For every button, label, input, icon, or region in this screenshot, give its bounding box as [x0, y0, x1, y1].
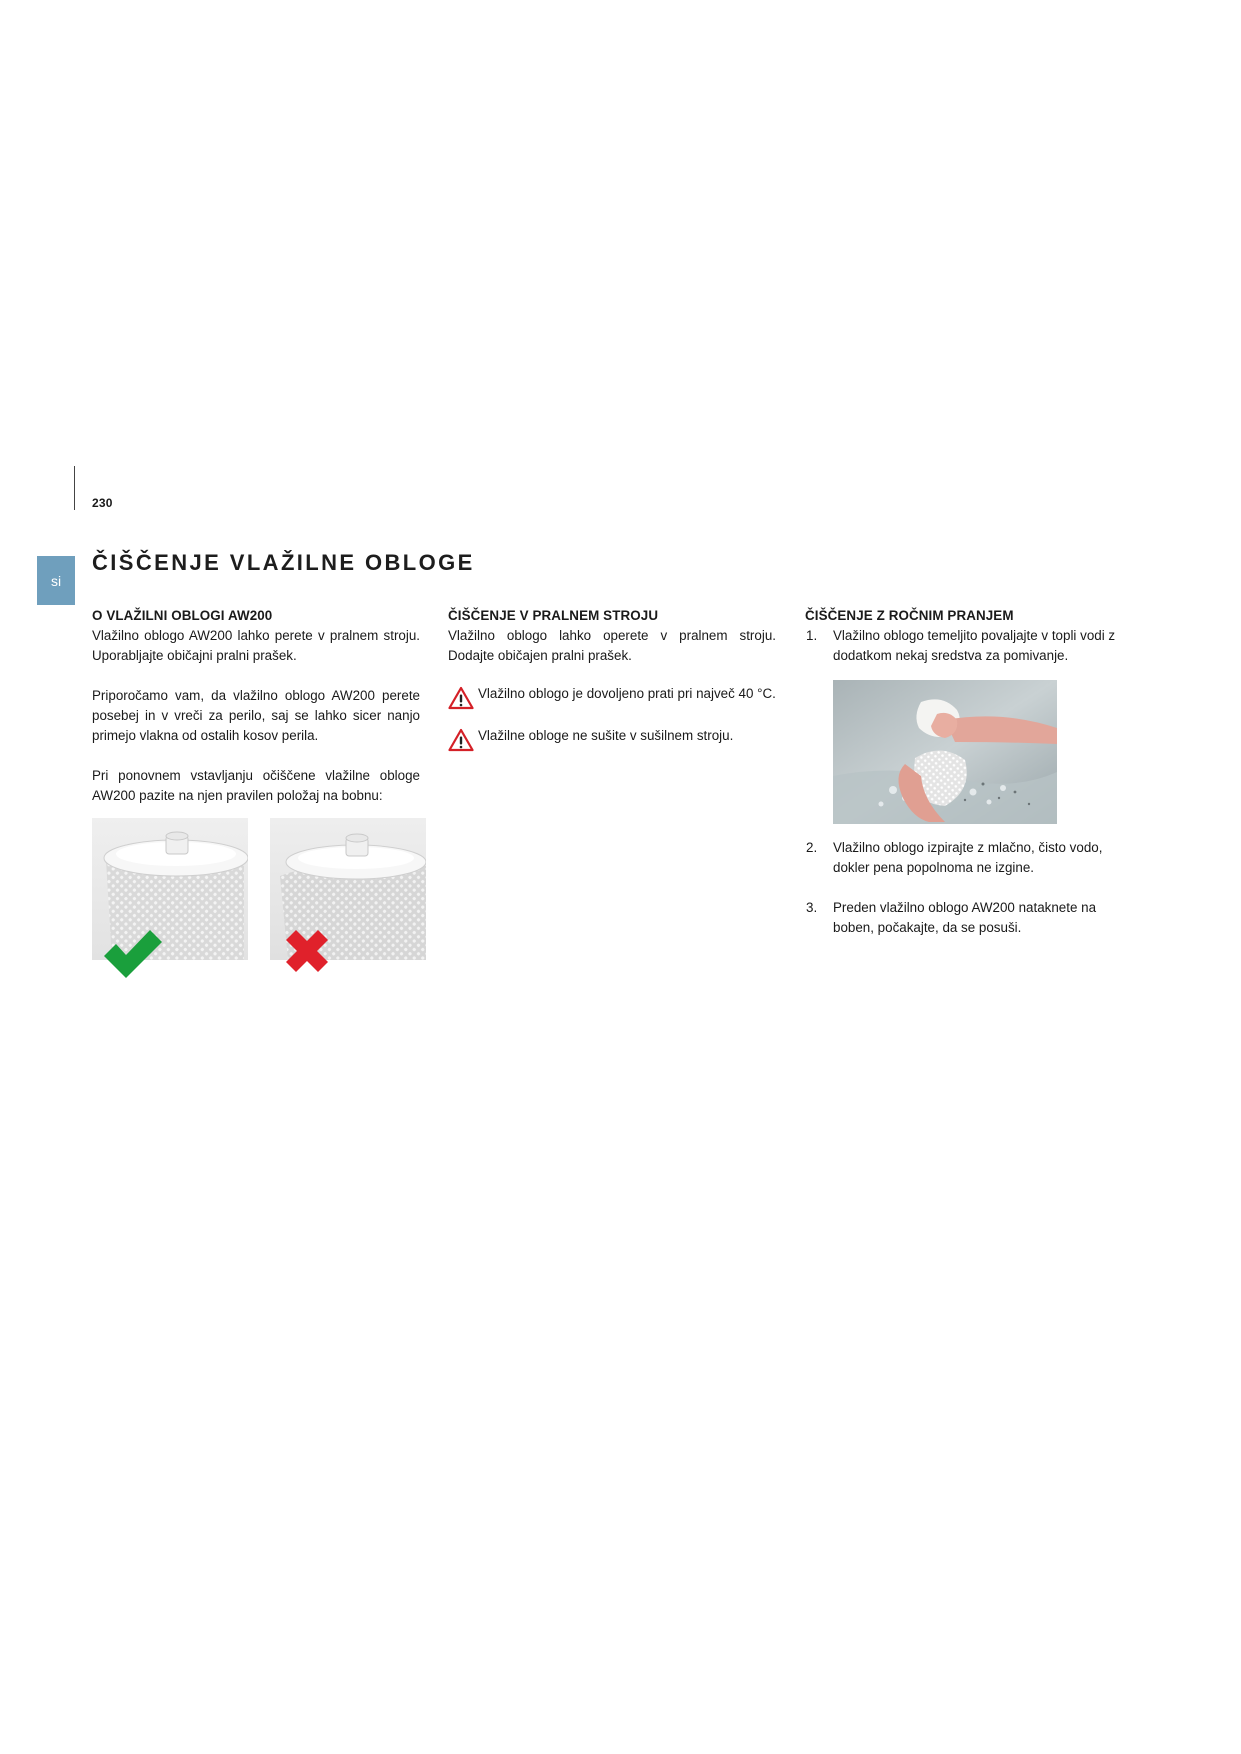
drum-position-images — [92, 818, 428, 978]
hand-wash-steps — [805, 626, 1135, 666]
language-tab: si — [37, 556, 75, 605]
cross-mark-icon — [282, 926, 332, 976]
step-number: 2. — [806, 840, 818, 855]
step-text: Vlažilno oblogo izpirajte z mlačno, čisto vodo, dokler pena popolnoma ne izgine. — [833, 840, 1103, 875]
warning-triangle-icon — [448, 686, 474, 710]
list-item — [805, 626, 1135, 666]
column-about-pad — [92, 606, 420, 806]
page-title: ČIŠČENJE VLAŽILNE OBLOGE — [92, 550, 475, 575]
drum-photo-incorrect — [270, 818, 426, 960]
warning-temperature — [448, 684, 776, 710]
page-number-rule — [74, 466, 75, 510]
page-number: 230 — [92, 496, 113, 510]
paragraph-about-1: Vlažilno oblogo AW200 lahko perete v pralnem stroju. Uporabljajte običajni pralni prašek. — [92, 628, 420, 663]
section-heading-hand-wash: ČIŠČENJE Z ROČNIM PRANJEM — [805, 608, 1014, 623]
hand-wash-photo — [833, 680, 1057, 824]
hand-wash-steps-continued — [805, 838, 1135, 938]
column-machine-wash — [448, 606, 776, 752]
section-heading-about: O VLAŽILNI OBLOGI AW200 — [92, 608, 273, 623]
drum-photo-correct — [92, 818, 248, 960]
warning-text-temperature: Vlažilno oblogo je dovoljeno prati pri največ 40 °C. — [478, 686, 776, 701]
check-mark-icon — [102, 928, 164, 980]
column-hand-wash — [805, 606, 1135, 938]
step-number: 3. — [806, 900, 818, 915]
paragraph-about-2: Priporočamo vam, da vlažilno oblogo AW200 perete posebej in v vreči za perilo, saj se lahko sicer nanjo primejo vlakna od ostalih kosov perila. — [92, 688, 420, 743]
paragraph-about-3: Pri ponovnem vstavljanju očiščene vlažilne obloge AW200 pazite na njen pravilen položaj na bobnu: — [92, 768, 420, 803]
hand-wash-image — [833, 680, 1057, 824]
warning-dryer — [448, 726, 776, 752]
warning-text-dryer: Vlažilne obloge ne sušite v sušilnem stroju. — [478, 728, 734, 743]
section-heading-machine-wash: ČIŠČENJE V PRALNEM STROJU — [448, 608, 659, 623]
warning-triangle-icon — [448, 728, 474, 752]
step-text: Preden vlažilno oblogo AW200 nataknete na boben, počakajte, da se posuši. — [833, 900, 1097, 935]
step-number: 1. — [806, 628, 818, 643]
list-item — [805, 838, 1135, 878]
paragraph-machine-wash: Vlažilno oblogo lahko operete v pralnem stroju. Dodajte običajen pralni prašek. — [448, 628, 776, 663]
list-item — [805, 898, 1135, 938]
step-text: Vlažilno oblogo temeljito povaljajte v topli vodi z dodatkom nekaj sredstva za pomivanje. — [833, 628, 1116, 663]
